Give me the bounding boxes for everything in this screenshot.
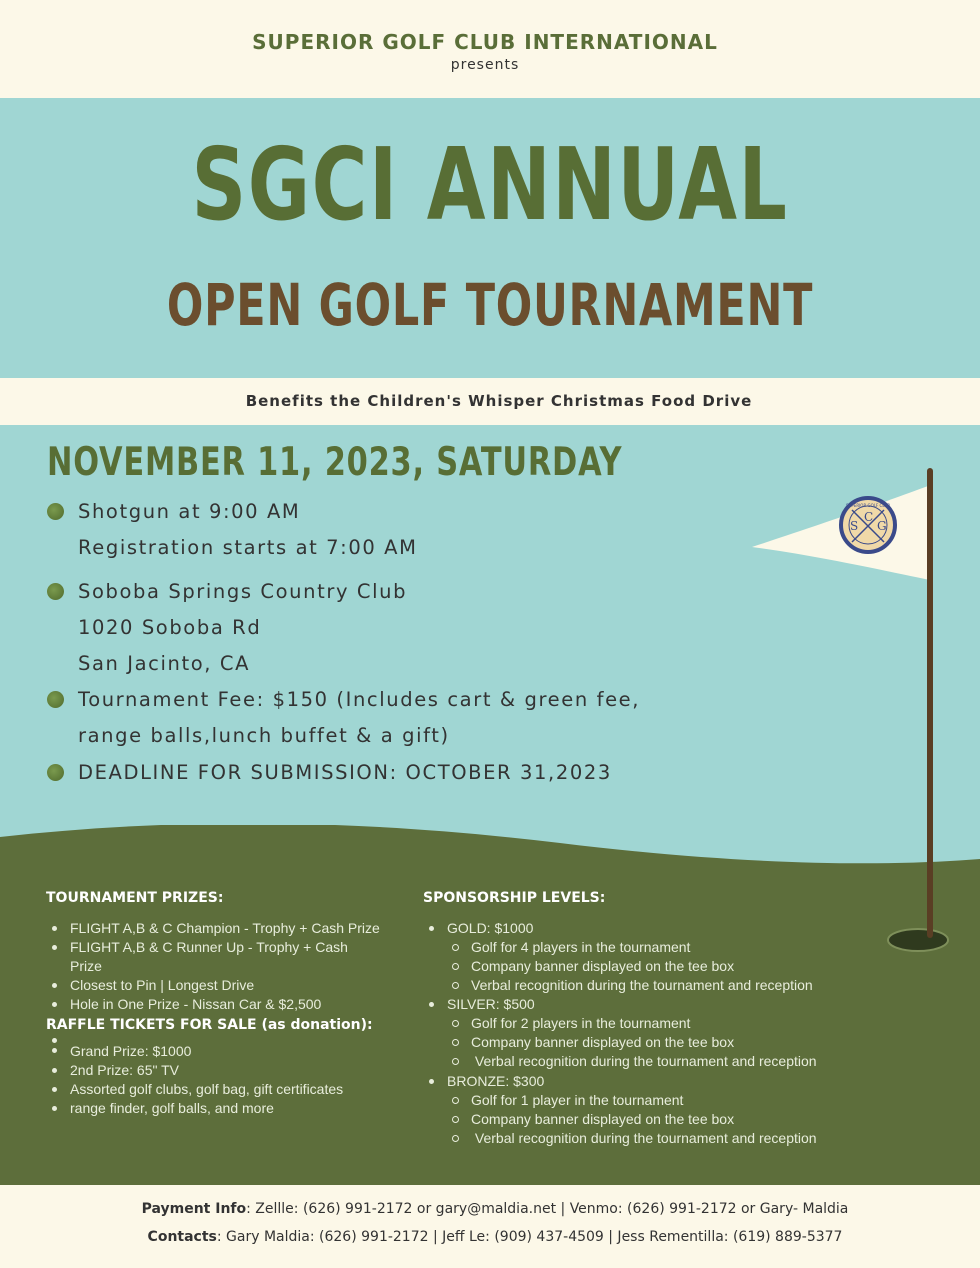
event-subtitle: OPEN GOLF TOURNAMENT	[166, 271, 814, 339]
sub-bullet-icon	[452, 1020, 459, 1027]
sub-bullet-icon	[452, 944, 459, 951]
sponsor-level-silver: SILVER: $500	[447, 996, 535, 1012]
submission-deadline: DEADLINE FOR SUBMISSION: OCTOBER 31,2023	[78, 761, 612, 784]
raffle-item: Assorted golf clubs, golf bag, gift certificates	[70, 1081, 344, 1097]
sub-bullet-icon	[452, 1058, 459, 1065]
tournament-fee: Tournament Fee: $150 (Includes cart & green fee,	[78, 688, 641, 711]
registration-time: Registration starts at 7:00 AM	[78, 536, 418, 559]
sub-bullet-icon	[452, 1039, 459, 1046]
list-bullet-icon	[52, 1038, 57, 1043]
list-bullet-icon	[52, 1106, 57, 1111]
raffle-heading: RAFFLE TICKETS FOR SALE (as donation):	[46, 1017, 373, 1033]
sub-bullet-icon	[452, 1116, 459, 1123]
venue-address: 1020 Soboba Rd	[78, 616, 262, 639]
bullet-icon	[47, 764, 64, 781]
sponsor-perk: Verbal recognition during the tournament and reception	[471, 1130, 817, 1146]
list-bullet-icon	[52, 1048, 57, 1053]
sponsor-perk: Verbal recognition during the tournament and reception	[471, 977, 813, 993]
footer-band	[0, 1185, 980, 1268]
list-bullet-icon	[52, 945, 57, 950]
sponsor-perk: Golf for 4 players in the tournament	[471, 939, 691, 955]
logo-letter-g: G	[877, 519, 887, 533]
tournament-fee-continued: range balls,lunch buffet & a gift)	[78, 724, 450, 747]
sponsor-level-gold: GOLD: $1000	[447, 920, 534, 936]
bullet-icon	[47, 503, 64, 520]
sub-bullet-icon	[452, 963, 459, 970]
logo-letter-s: S	[850, 519, 859, 533]
sub-bullet-icon	[452, 982, 459, 989]
sponsor-perk: Golf for 1 player in the tournament	[471, 1092, 684, 1108]
bullet-icon	[47, 691, 64, 708]
contacts-label: Contacts	[147, 1229, 217, 1245]
sub-bullet-icon	[452, 1135, 459, 1142]
raffle-item: range finder, golf balls, and more	[70, 1100, 274, 1116]
payment-details: : Zellle: (626) 991-2172 or gary@maldia.net | Venmo: (626) 991-2172 or Gary- Maldia	[246, 1201, 849, 1217]
sponsor-perk: Verbal recognition during the tournament and reception	[471, 1053, 817, 1069]
sponsor-level-bronze: BRONZE: $300	[447, 1073, 545, 1089]
presents-text: presents	[450, 57, 520, 73]
list-bullet-icon	[429, 1079, 434, 1084]
golf-flag-icon	[740, 460, 980, 960]
prize-item: FLIGHT A,B & C Champion - Trophy + Cash Prize	[70, 920, 380, 936]
shotgun-time: Shotgun at 9:00 AM	[78, 500, 301, 523]
sponsorship-heading: SPONSORSHIP LEVELS:	[423, 890, 606, 906]
raffle-item: 2nd Prize: 65" TV	[70, 1062, 179, 1078]
prizes-heading: TOURNAMENT PRIZES:	[46, 890, 224, 906]
list-bullet-icon	[429, 1002, 434, 1007]
list-bullet-icon	[52, 1002, 57, 1007]
event-date: NOVEMBER 11, 2023, SATURDAY	[47, 440, 623, 485]
list-bullet-icon	[429, 926, 434, 931]
logo-ring-text: SUPERIOR GOLF CLUB	[845, 503, 891, 508]
prize-item: FLIGHT A,B & C Runner Up - Trophy + Cash	[70, 939, 348, 955]
organization-name: SUPERIOR GOLF CLUB INTERNATIONAL	[252, 30, 718, 54]
venue-city: San Jacinto, CA	[78, 652, 251, 675]
benefits-text: Benefits the Children's Whisper Christmas Food Drive	[245, 392, 753, 410]
list-bullet-icon	[52, 1087, 57, 1092]
list-bullet-icon	[52, 926, 57, 931]
logo-letter-c: C	[864, 510, 874, 524]
sponsor-perk: Company banner displayed on the tee box	[471, 1111, 735, 1127]
golf-hole-icon	[888, 929, 948, 951]
contacts-details: : Gary Maldia: (626) 991-2172 | Jeff Le: (909) 437-4509 | Jess Rementilla: (619) 889-5377	[216, 1229, 843, 1245]
prize-item: Prize	[70, 958, 102, 974]
venue-name: Soboba Springs Country Club	[78, 580, 408, 603]
payment-info	[0, 1201, 980, 1217]
sub-bullet-icon	[452, 1097, 459, 1104]
prize-item: Closest to Pin | Longest Drive	[70, 977, 255, 993]
list-bullet-icon	[52, 983, 57, 988]
flag-pole	[927, 468, 933, 938]
event-title: SGCI ANNUAL	[191, 126, 789, 243]
list-bullet-icon	[52, 1068, 57, 1073]
payment-label: Payment Info	[141, 1201, 247, 1217]
contacts-info	[0, 1229, 980, 1245]
bullet-icon	[47, 583, 64, 600]
sponsor-perk: Company banner displayed on the tee box	[471, 1034, 735, 1050]
raffle-item: Grand Prize: $1000	[70, 1043, 192, 1059]
sponsor-perk: Golf for 2 players in the tournament	[471, 1015, 691, 1031]
sponsor-perk: Company banner displayed on the tee box	[471, 958, 735, 974]
prize-item: Hole in One Prize - Nissan Car & $2,500	[70, 996, 322, 1012]
